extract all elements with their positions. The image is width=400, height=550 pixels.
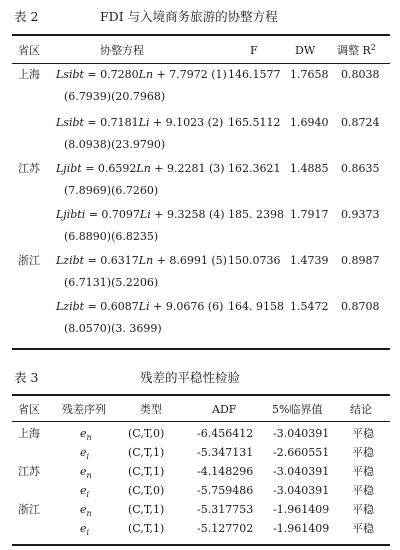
table3-residual-sequence bbox=[80, 465, 92, 480]
sequence-symbol: e bbox=[80, 484, 87, 497]
equation-lhs: Ljibti bbox=[56, 208, 86, 221]
equation-lhs: Ljibt bbox=[56, 162, 82, 175]
sequence-symbol: e bbox=[80, 522, 87, 535]
equation-rest: + 9.3258 (4) bbox=[150, 208, 225, 221]
equation-var: Li bbox=[138, 300, 150, 313]
equation-coef: = 0.6592 bbox=[81, 162, 137, 175]
table2-dw-value: 1.4739 bbox=[290, 254, 329, 267]
equation-var: Ln bbox=[138, 254, 154, 267]
table2-f-value: 165.5112 bbox=[228, 116, 281, 129]
table2-equation bbox=[56, 163, 225, 174]
table2-r2-value: 0.8635 bbox=[341, 162, 380, 175]
table3-header-province: 省区 bbox=[18, 403, 40, 416]
table2-header-f: F bbox=[250, 44, 258, 57]
table2-r2-value: 0.8987 bbox=[341, 254, 380, 267]
table2-t-values: (6.7939)(20.7968) bbox=[64, 90, 166, 103]
table2-equation bbox=[56, 69, 227, 80]
table3-header-conclusion: 结论 bbox=[350, 403, 372, 416]
table2-label: 表 2 bbox=[14, 9, 39, 24]
table2-province: 上海 bbox=[18, 68, 40, 81]
equation-lhs: Lzibt bbox=[56, 300, 85, 313]
table2-header-dw: DW bbox=[295, 44, 316, 57]
equation-coef: = 0.7181 bbox=[83, 116, 139, 129]
equation-coef: = 0.6317 bbox=[84, 254, 139, 267]
table3-type: (C,T,1) bbox=[128, 465, 165, 478]
table3-critical-value: -1.961409 bbox=[273, 522, 330, 535]
table2-f-value: 162.3621 bbox=[228, 162, 281, 175]
table2-equation bbox=[56, 301, 223, 312]
table3-header-sequence: 残差序列 bbox=[62, 403, 106, 416]
table3-title: 残差的平稳性检验 bbox=[140, 370, 241, 385]
table3-conclusion: 平稳 bbox=[352, 446, 374, 459]
table3-header-type: 类型 bbox=[140, 403, 162, 416]
table2-t-values: (8.0938)(23.9790) bbox=[64, 138, 166, 151]
table3-residual-sequence bbox=[80, 427, 92, 442]
equation-rest: + 7.7972 (1) bbox=[153, 68, 227, 81]
table2-province: 浙江 bbox=[18, 254, 40, 267]
table3-critical-value: -3.040391 bbox=[273, 427, 330, 440]
table3-header-critical: 5%临界值 bbox=[272, 403, 323, 416]
table3-adf: -6.456412 bbox=[197, 427, 254, 440]
table3-province: 江苏 bbox=[18, 465, 40, 478]
table2-dw-value: 1.4885 bbox=[290, 162, 329, 175]
table2-t-values: (6.7131)(5.2206) bbox=[64, 276, 159, 289]
table2-equation bbox=[56, 117, 223, 128]
table3-header-adf: ADF bbox=[212, 403, 237, 416]
equation-var: Ln bbox=[138, 68, 154, 81]
table2-f-value: 150.0736 bbox=[228, 254, 281, 267]
equation-lhs: Lsibt bbox=[56, 68, 84, 81]
table2-f-value: 185. 2398 bbox=[228, 208, 284, 221]
table2-t-values: (8.0570)(3. 3699) bbox=[64, 322, 162, 335]
sequence-subscript: i bbox=[86, 490, 90, 499]
table2-header-rule bbox=[12, 63, 390, 64]
equation-var: Li bbox=[138, 116, 150, 129]
table2-header-equation: 协整方程 bbox=[100, 44, 144, 57]
table2-r2-value: 0.8038 bbox=[341, 68, 380, 81]
sequence-subscript: n bbox=[86, 433, 92, 442]
table3-adf: -4.148296 bbox=[197, 465, 254, 478]
equation-coef: = 0.7097 bbox=[85, 208, 140, 221]
table3-conclusion: 平稳 bbox=[352, 427, 374, 440]
table3-header-rule bbox=[12, 421, 390, 422]
sequence-symbol: e bbox=[80, 427, 87, 440]
table3-adf: -5.347131 bbox=[197, 446, 254, 459]
equation-rest: + 9.0676 (6) bbox=[149, 300, 224, 313]
sequence-subscript: i bbox=[86, 452, 90, 461]
table3-critical-value: -3.040391 bbox=[273, 465, 330, 478]
table3-conclusion: 平稳 bbox=[352, 465, 374, 478]
equation-lhs: Lzibt bbox=[56, 254, 85, 267]
table2-t-values: (7.8969)(6.7260) bbox=[64, 184, 159, 197]
table3-bottom-rule bbox=[12, 544, 390, 546]
table2-equation bbox=[56, 255, 227, 266]
sequence-symbol: e bbox=[80, 503, 87, 516]
table3-residual-sequence bbox=[80, 522, 90, 537]
table3-residual-sequence bbox=[80, 484, 90, 499]
table3-type: (C,T,1) bbox=[128, 446, 165, 459]
table2-r2-value: 0.9373 bbox=[341, 208, 380, 221]
table2-dw-value: 1.7917 bbox=[290, 208, 329, 221]
equation-coef: = 0.6087 bbox=[84, 300, 139, 313]
sequence-subscript: n bbox=[86, 509, 92, 518]
equation-rest: + 8.6991 (5) bbox=[153, 254, 227, 267]
table2-equation bbox=[56, 209, 225, 220]
table2-f-value: 146.1577 bbox=[228, 68, 281, 81]
table3-conclusion: 平稳 bbox=[352, 484, 374, 497]
table3-type: (C,T,0) bbox=[128, 484, 165, 497]
table3-province: 浙江 bbox=[18, 503, 40, 516]
equation-var: Li bbox=[139, 208, 151, 221]
table3-type: (C,T,0) bbox=[128, 427, 165, 440]
equation-rest: + 9.2281 (3) bbox=[150, 162, 225, 175]
table2-bottom-rule bbox=[12, 348, 390, 350]
equation-lhs: Lsibt bbox=[56, 116, 84, 129]
table3-top-rule bbox=[12, 394, 390, 396]
sequence-subscript: i bbox=[86, 528, 90, 537]
equation-var: Ln bbox=[136, 162, 151, 175]
table2-dw-value: 1.5472 bbox=[290, 300, 329, 313]
table3-critical-value: -3.040391 bbox=[273, 484, 330, 497]
table3-province: 上海 bbox=[18, 427, 40, 440]
table3-conclusion: 平稳 bbox=[352, 522, 374, 535]
table3-adf: -5.759486 bbox=[197, 484, 254, 497]
sequence-symbol: e bbox=[80, 446, 87, 459]
equation-coef: = 0.7280 bbox=[83, 68, 139, 81]
table3-critical-value: -1.961409 bbox=[273, 503, 330, 516]
table3-type: (C,T,1) bbox=[128, 522, 165, 535]
equation-rest: + 9.1023 (2) bbox=[149, 116, 224, 129]
table2-top-rule bbox=[12, 34, 390, 36]
table3-adf: -5.127702 bbox=[197, 522, 254, 535]
sequence-symbol: e bbox=[80, 465, 87, 478]
table3-label: 表 3 bbox=[14, 370, 39, 385]
table2-title: FDI 与入境商务旅游的协整方程 bbox=[100, 9, 278, 24]
table2-header-province: 省区 bbox=[18, 44, 40, 57]
table2-r2-value: 0.8724 bbox=[341, 116, 380, 129]
table2-r2-value: 0.8708 bbox=[341, 300, 380, 313]
table2-t-values: (6.8890)(6.8235) bbox=[64, 230, 159, 243]
table3-conclusion: 平稳 bbox=[352, 503, 374, 516]
table2-province: 江苏 bbox=[18, 162, 40, 175]
table3-type: (C,T,1) bbox=[128, 503, 165, 516]
table2-dw-value: 1.6940 bbox=[290, 116, 329, 129]
sequence-subscript: n bbox=[86, 471, 92, 480]
table3-residual-sequence bbox=[80, 446, 90, 461]
table2-dw-value: 1.7658 bbox=[290, 68, 329, 81]
table2-f-value: 164. 9158 bbox=[228, 300, 284, 313]
table3-residual-sequence bbox=[80, 503, 92, 518]
table3-critical-value: -2.660551 bbox=[273, 446, 330, 459]
table3-adf: -5.317753 bbox=[197, 503, 254, 516]
table2-header-r2: 调整 $R^2$ bbox=[337, 43, 376, 57]
